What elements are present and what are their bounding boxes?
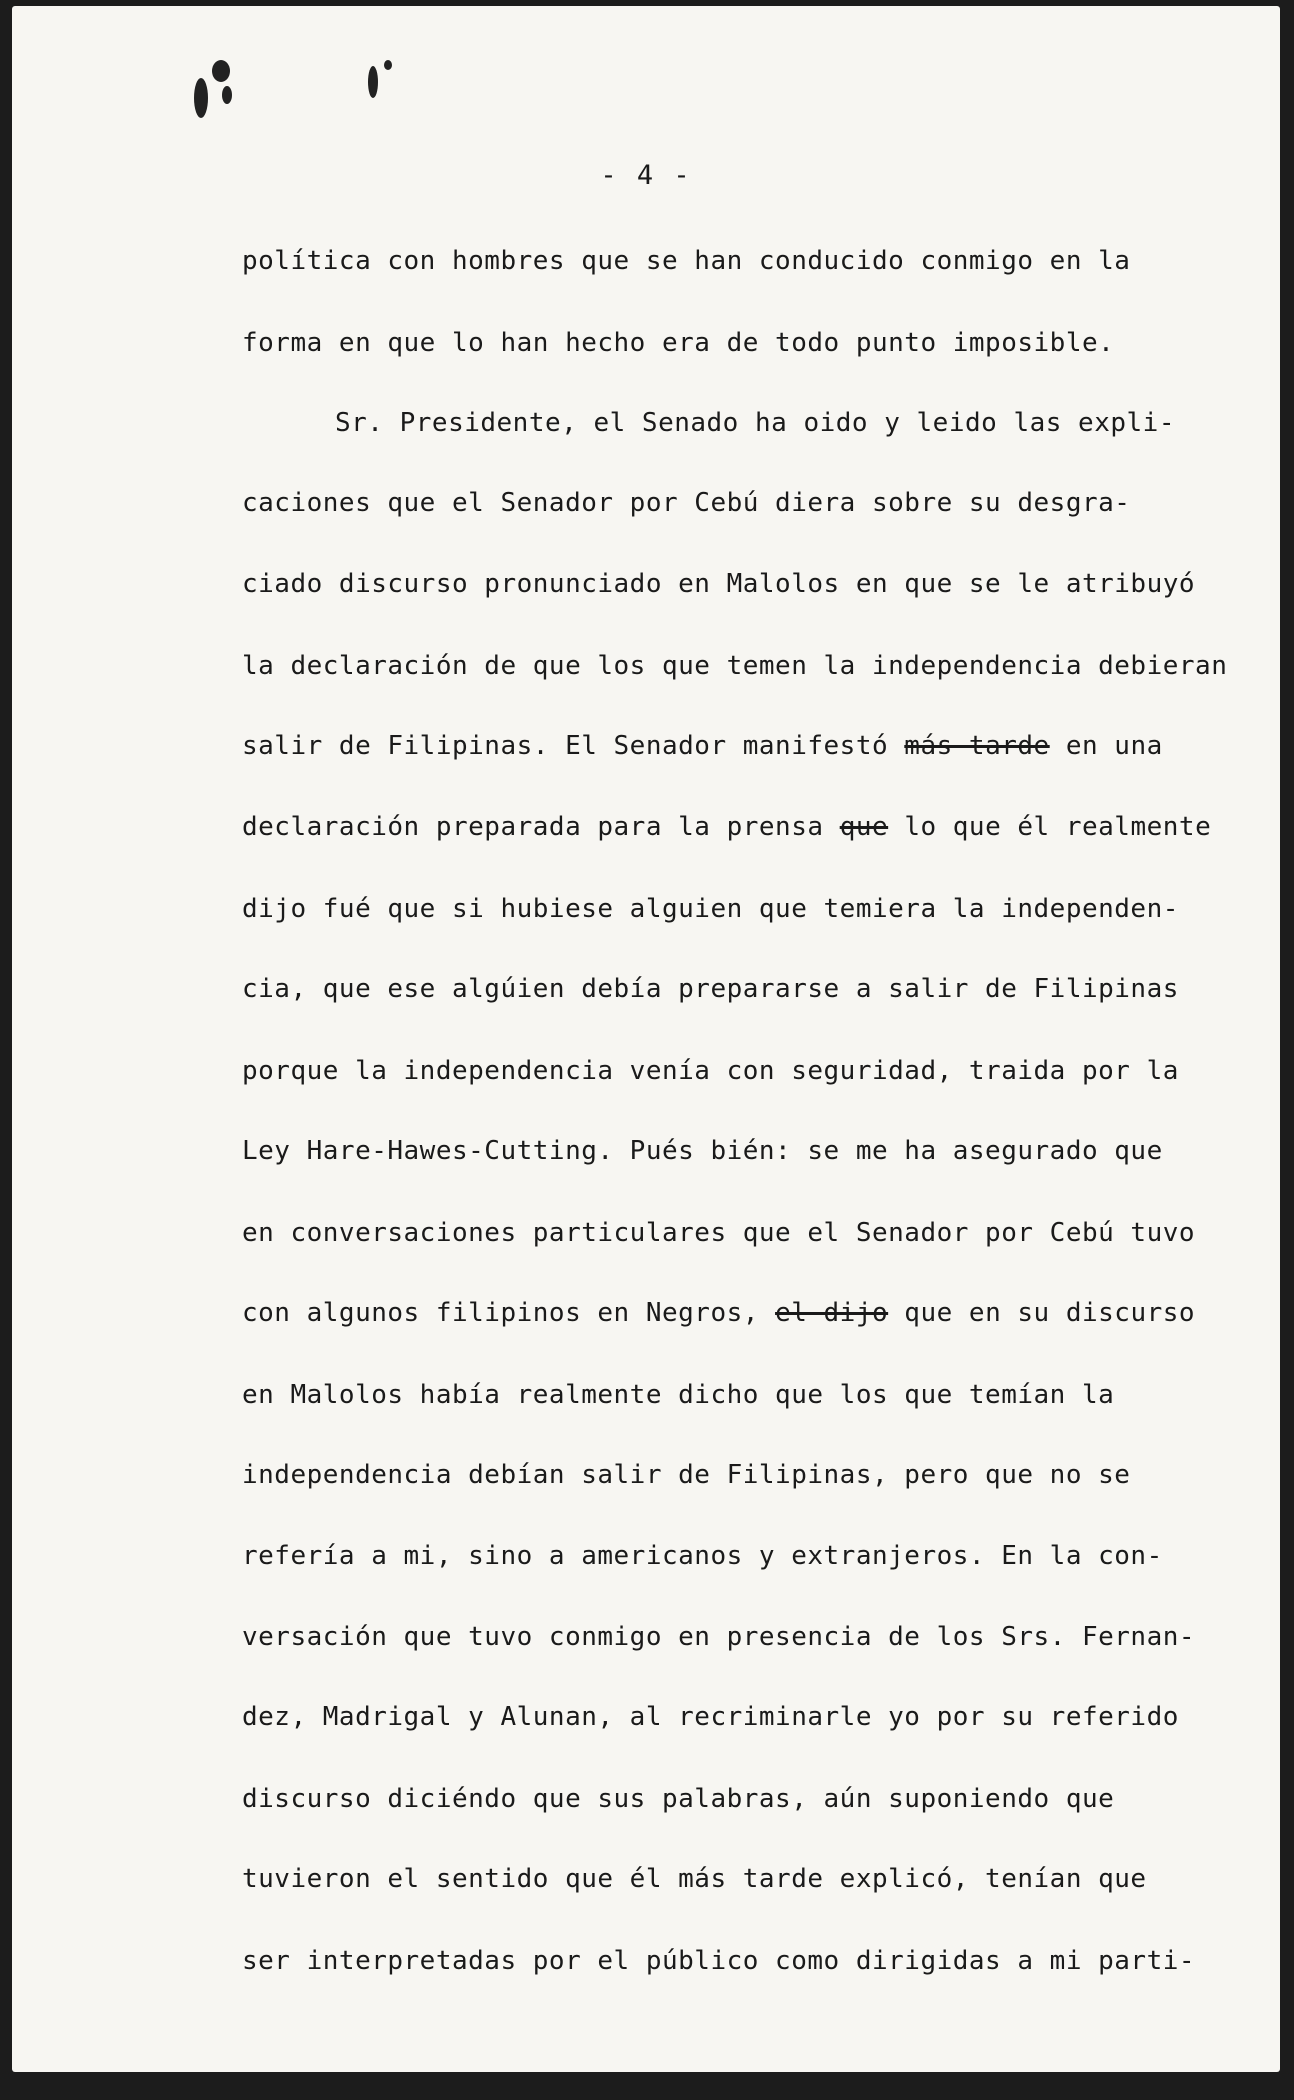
struck-text: el dijo <box>775 1298 889 1328</box>
text-line: caciones que el Senador por Cebú diera sobre su desgra- <box>242 488 1131 518</box>
text-line: Ley Hare-Hawes-Cutting. Pués bién: se me ha asegurado que <box>242 1136 1163 1166</box>
scan-border <box>0 2072 1294 2100</box>
ink-smudge <box>194 78 208 118</box>
text-line: discurso diciéndo que sus palabras, aún suponiendo que <box>242 1784 1115 1814</box>
text-line: refería a mi, sino a americanos y extranjeros. En la con- <box>242 1541 1163 1571</box>
text-line: porque la independencia venía con seguridad, traida por la <box>242 1056 1179 1086</box>
struck-text: más tarde <box>904 731 1050 761</box>
text-line: ciado discurso pronunciado en Malolos en que se le atribuyó <box>242 569 1196 599</box>
ink-smudge <box>222 86 232 104</box>
text-line: la declaración de que los que temen la independencia debieran <box>242 651 1228 681</box>
struck-text: que <box>839 812 889 842</box>
text-line: dez, Madrigal y Alunan, al recriminarle yo por su referido <box>242 1702 1179 1732</box>
text-line: política con hombres que se han conducido conmigo en la <box>242 246 1131 276</box>
page-number: - 4 - <box>600 160 692 191</box>
text-line: Sr. Presidente, el Senado ha oido y leido las expli- <box>335 408 1175 438</box>
text-line: tuvieron el sentido que él más tarde explicó, tenían que <box>242 1864 1147 1894</box>
text-line: ser interpretadas por el público como dirigidas a mi parti- <box>242 1946 1196 1976</box>
document-page <box>12 6 1280 2072</box>
ink-smudge <box>384 60 392 70</box>
ink-smudge <box>212 60 230 82</box>
text-line: con algunos filipinos en Negros, el dijo que en su discurso <box>242 1298 1196 1328</box>
text-line: versación que tuvo conmigo en presencia de los Srs. Fernan- <box>242 1622 1196 1652</box>
text-line: independencia debían salir de Filipinas, pero que no se <box>242 1460 1131 1490</box>
text-line: salir de Filipinas. El Senador manifestó más tarde en una <box>242 731 1163 761</box>
text-line: declaración preparada para la prensa que lo que él realmente <box>242 812 1212 842</box>
text-line: dijo fué que si hubiese alguien que temiera la independen- <box>242 894 1179 924</box>
text-line: en Malolos había realmente dicho que los que temían la <box>242 1380 1115 1410</box>
text-line: en conversaciones particulares que el Senador por Cebú tuvo <box>242 1218 1196 1248</box>
text-line: cia, que ese algúien debía prepararse a salir de Filipinas <box>242 974 1179 1004</box>
ink-smudge <box>368 66 378 98</box>
text-line: forma en que lo han hecho era de todo punto imposible. <box>242 328 1115 358</box>
